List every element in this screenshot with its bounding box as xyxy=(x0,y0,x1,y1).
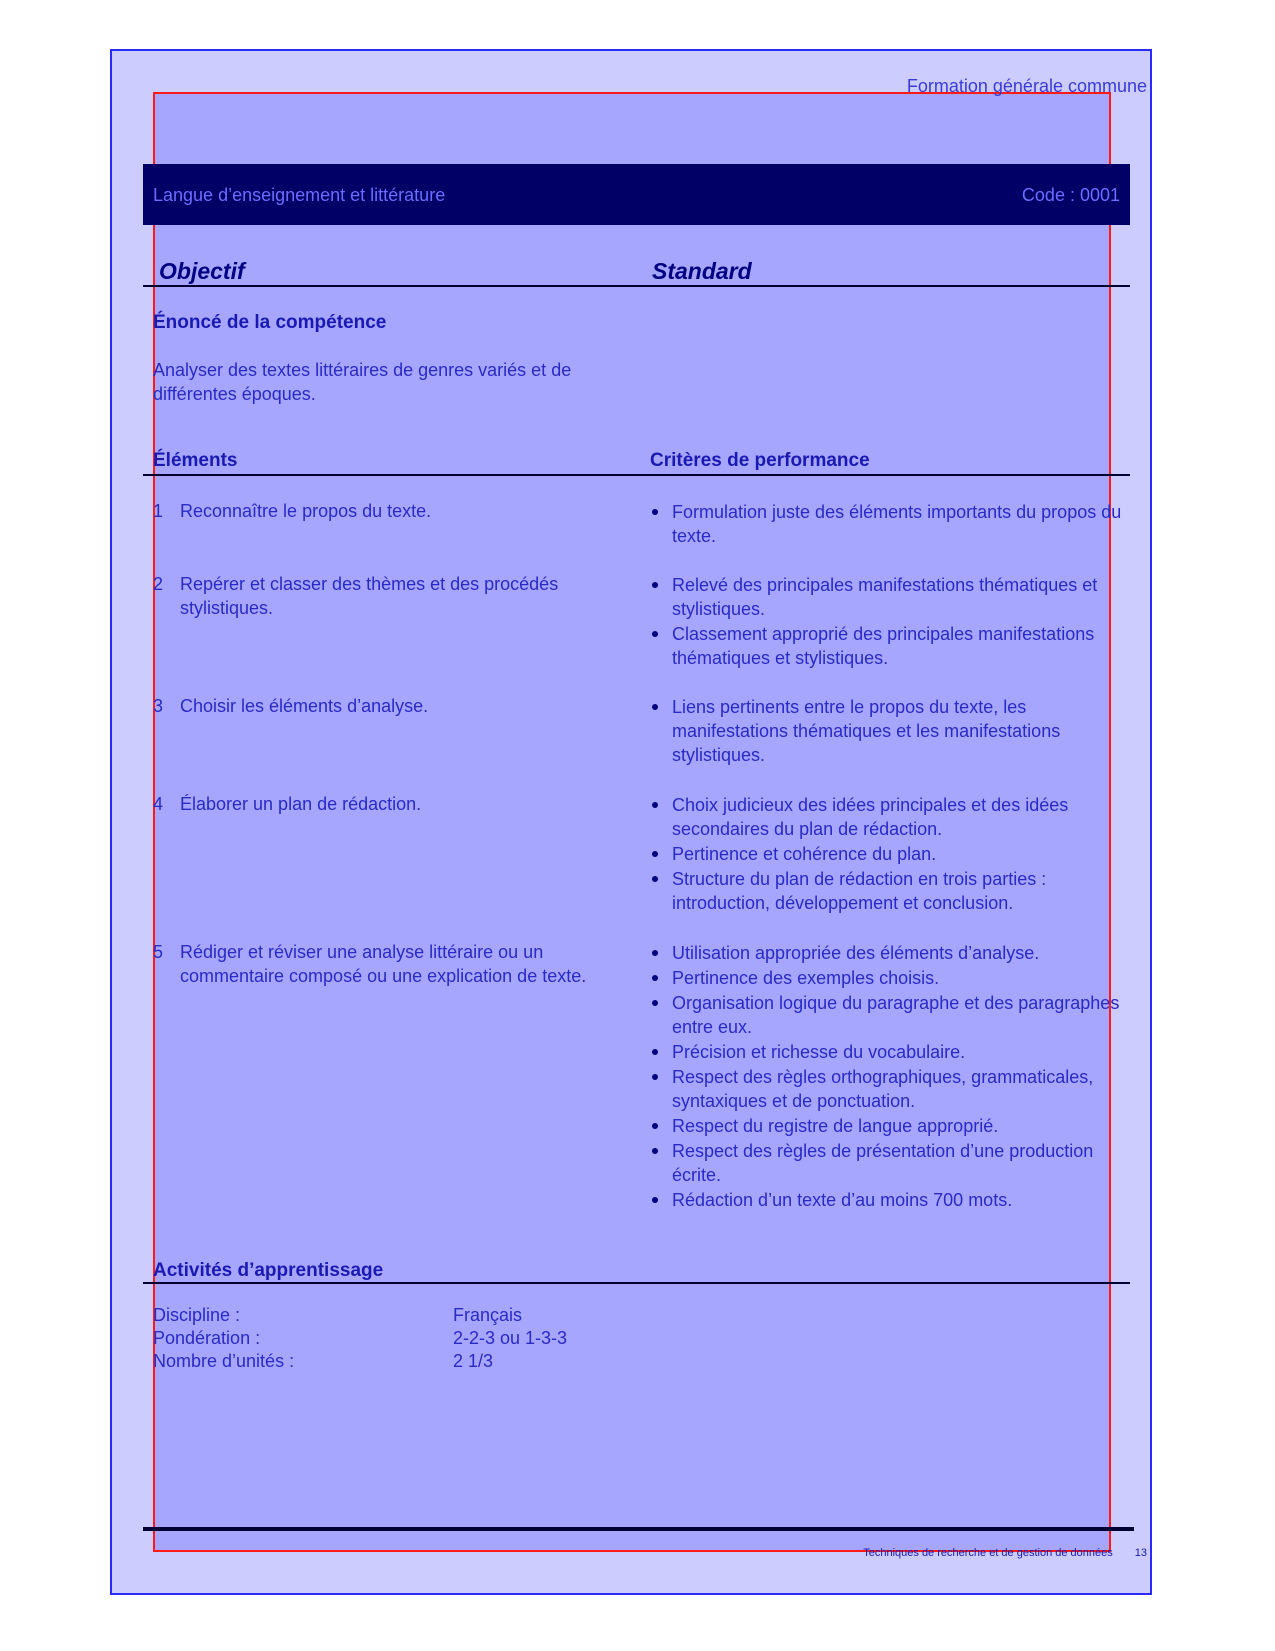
criteria-list xyxy=(650,573,1125,670)
criterion-item: Pertinence des exemples choisis. xyxy=(650,966,1125,990)
info-row-discipline xyxy=(153,1305,522,1326)
element-text: Repérer et classer des thèmes et des procédés stylistiques. xyxy=(180,574,559,618)
element-number: 5 xyxy=(153,942,164,962)
criterion-item: Utilisation appropriée des éléments d’analyse. xyxy=(650,941,1125,965)
course-banner xyxy=(143,164,1130,225)
info-value: Français xyxy=(453,1305,523,1325)
element-number: 1 xyxy=(153,501,164,521)
criteria-list xyxy=(650,695,1125,767)
divider xyxy=(143,474,1130,476)
criterion-item: Relevé des principales manifestations thématiques et stylistiques. xyxy=(650,573,1125,621)
criteria-list xyxy=(650,793,1125,915)
element-item xyxy=(153,499,633,523)
competency-text: Analyser des textes littéraires de genres variés et de différentes époques. xyxy=(153,360,572,404)
criterion-item: Structure du plan de rédaction en trois parties : introduction, développement et conclusion. xyxy=(650,867,1125,915)
element-number: 2 xyxy=(153,574,164,594)
standard-heading: Standard xyxy=(652,258,752,284)
info-label: Pondération : xyxy=(153,1328,261,1348)
program-name: Formation générale commune xyxy=(906,76,1147,96)
element-item xyxy=(153,694,633,718)
criterion-item: Organisation logique du paragraphe et des paragraphes entre eux. xyxy=(650,991,1125,1039)
criterion-item: Précision et richesse du vocabulaire. xyxy=(650,1040,1125,1064)
criterion-item: Respect du registre de langue approprié. xyxy=(650,1114,1125,1138)
criterion-item: Classement approprié des principales manifestations thématiques et stylistiques. xyxy=(650,622,1125,670)
elements-heading: Éléments xyxy=(153,450,238,471)
criteria-list xyxy=(650,941,1125,1212)
info-label: Nombre d’unités : xyxy=(153,1351,295,1371)
info-row-units xyxy=(153,1351,493,1372)
element-item xyxy=(153,572,633,620)
footer-title: Techniques de recherche et de gestion de données xyxy=(863,1547,1113,1559)
objective-heading: Objectif xyxy=(159,258,245,284)
criterion-item: Formulation juste des éléments importants du propos du texte. xyxy=(650,500,1125,548)
footer xyxy=(863,1547,1147,1559)
element-number: 4 xyxy=(153,794,164,814)
element-text: Rédiger et réviser une analyse littéraire ou un commentaire composé ou une explication de texte. xyxy=(180,942,587,986)
criterion-item: Respect des règles orthographiques, grammaticales, syntaxiques et de ponctuation. xyxy=(650,1065,1125,1113)
course-code: Code : 0001 xyxy=(1021,185,1120,205)
element-number: 3 xyxy=(153,696,164,716)
divider xyxy=(143,285,1130,287)
competency-title: Énoncé de la compétence xyxy=(153,312,387,333)
element-item xyxy=(153,792,633,816)
criterion-item: Rédaction d’un texte d’au moins 700 mots. xyxy=(650,1188,1125,1212)
activities-title: Activités d’apprentissage xyxy=(153,1260,384,1281)
info-row-ponderation xyxy=(153,1328,567,1349)
page-number: 13 xyxy=(1134,1547,1147,1559)
info-value: 2 1/3 xyxy=(453,1351,494,1371)
criterion-item: Pertinence et cohérence du plan. xyxy=(650,842,1125,866)
element-item xyxy=(153,940,633,988)
element-text: Élaborer un plan de rédaction. xyxy=(180,794,422,814)
divider xyxy=(143,1282,1130,1284)
course-title: Langue d’enseignement et littérature xyxy=(153,185,446,205)
element-text: Reconnaître le propos du texte. xyxy=(180,501,432,521)
info-label: Discipline : xyxy=(153,1305,241,1325)
criterion-item: Respect des règles de présentation d’une production écrite. xyxy=(650,1139,1125,1187)
criterion-item: Liens pertinents entre le propos du texte, les manifestations thématiques et les manifestations stylistiques. xyxy=(650,695,1125,767)
footer-rule xyxy=(143,1527,1134,1531)
criteria-heading: Critères de performance xyxy=(650,450,870,471)
info-value: 2-2-3 ou 1-3-3 xyxy=(453,1328,568,1348)
criterion-item: Choix judicieux des idées principales et des idées secondaires du plan de rédaction. xyxy=(650,793,1125,841)
element-text: Choisir les éléments d’analyse. xyxy=(180,696,429,716)
criteria-list xyxy=(650,500,1125,548)
